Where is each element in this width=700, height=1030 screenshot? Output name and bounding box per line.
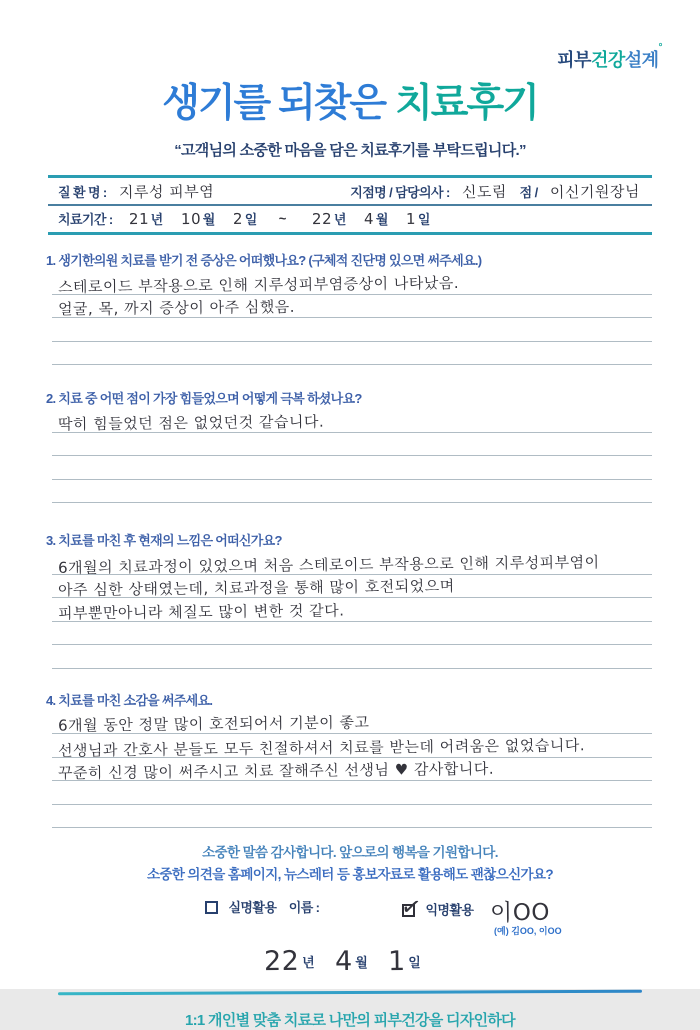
period-start-year: 21: [128, 209, 149, 228]
answer-line: [52, 622, 652, 646]
disease-label: 질 환 명 :: [58, 185, 107, 200]
date-year-handwritten: 22: [263, 945, 300, 978]
question-4-answer-area: [46, 711, 654, 829]
handwritten-answer: 꾸준히 신경 많이 써주시고 치료 잘해주신 선생님 ♥ 감사합니다.: [57, 759, 495, 783]
answer-line: [52, 781, 652, 805]
month-suffix: 월: [202, 212, 215, 227]
question-block-3: [46, 530, 654, 669]
handwritten-answer: 딱히 힘들었던 점은 없었던것 같습니다.: [57, 412, 325, 433]
answer-line: [52, 575, 652, 599]
info-row-disease: [48, 178, 652, 206]
bottom-divider: [58, 990, 642, 996]
real-name-option: [205, 897, 319, 917]
period-end-year: 22: [311, 209, 332, 228]
question-block-2: [46, 388, 654, 503]
date-month-handwritten: 4: [334, 945, 353, 978]
brand-logo: [557, 42, 662, 72]
name-field-label: 이름 :: [288, 900, 320, 915]
handwritten-answer: 피부뿐만아니라 체질도 많이 변한 것 같다.: [57, 601, 345, 622]
question-section: [46, 250, 654, 828]
answer-line: [52, 734, 652, 758]
date-year-suffix: 년: [302, 955, 315, 970]
patient-info-table: [48, 175, 652, 235]
answer-line: [52, 295, 652, 319]
branch-doctor-cell: [350, 181, 648, 202]
answer-line: [52, 711, 652, 735]
check-mark: ✓: [398, 892, 424, 923]
handwritten-answer: 선생님과 간호사 분들도 모두 친절하셔서 치료를 받는데 어려움은 없었습니다.: [57, 735, 586, 760]
date-day-suffix: 일: [408, 955, 421, 970]
period-label: 치료기간 :: [58, 212, 113, 227]
doctor-value-handwritten: 이신기원장님: [549, 182, 641, 202]
disease-cell: [58, 181, 222, 202]
period-end-month: 4: [363, 209, 374, 228]
handwritten-answer: 6개월의 치료과정이 있었으며 처음 스테로이드 부작용으로 인해 지루성피부염이: [57, 552, 600, 577]
title-part-teal: 치료후기: [395, 82, 538, 125]
answer-line: [52, 456, 652, 480]
disease-value-handwritten: 지루성 피부염: [119, 182, 215, 202]
anonymous-name-handwritten: 이OO: [489, 899, 550, 927]
question-4-label: 4. 치료를 마친 소감을 써주세요.: [46, 692, 213, 708]
day-suffix: 일: [417, 212, 430, 227]
anonymous-example-hint: (예) 김OO, 이OO: [494, 926, 562, 936]
month-suffix: 월: [375, 212, 388, 227]
consent-options: [0, 892, 700, 936]
footer-slogan: 1:1 개인별 맞춤 치료로 나만의 피부건강을 디자인하다: [185, 1012, 515, 1029]
handwritten-answer: 얼굴, 목, 까지 증상이 아주 심했음.: [57, 297, 296, 319]
answer-line: [52, 480, 652, 504]
question-block-4: [46, 690, 654, 829]
answer-line: [52, 758, 652, 782]
period-start-day: 2: [232, 209, 243, 228]
question-1-label: 1. 생기한의원 치료를 받기 전 증상은 어떠했나요? (구체적 진단명 있으면 써주세요.): [46, 253, 482, 268]
branch-doctor-label: 지점명 / 담당의사 :: [350, 185, 450, 200]
answer-line: [52, 805, 652, 829]
question-2-label: 2. 치료 중 어떤 점이 가장 힘들었으며 어떻게 극복 하셨나요?: [46, 391, 362, 406]
date-day-handwritten: 1: [387, 945, 406, 978]
question-3-label: 3. 치료를 마친 후 현재의 느낌은 어떠신가요?: [46, 533, 282, 548]
year-suffix: 년: [150, 212, 163, 227]
signature-date: [0, 946, 700, 977]
handwritten-answer: 아주 심한 상태였는데, 치료과정을 통해 많이 호전되었으며: [57, 576, 455, 600]
logo-text-skin: 피부: [557, 50, 591, 70]
info-row-period: [48, 206, 652, 232]
anonymous-label: 익명활용: [425, 902, 474, 918]
answer-line: [52, 409, 652, 433]
period-end-day: 1: [405, 209, 416, 228]
answer-line: [52, 433, 652, 457]
day-suffix: 일: [244, 212, 257, 227]
question-block-1: [46, 250, 654, 365]
answer-line: [52, 598, 652, 622]
answer-line: [52, 318, 652, 342]
anonymous-option: [398, 892, 562, 936]
question-2-answer-area: [46, 409, 654, 503]
answer-line: [52, 342, 652, 366]
thanks-message: 소중한 말씀 감사합니다. 앞으로의 행복을 기원합니다.: [202, 845, 498, 860]
subtitle-quote: “고객님의 소중한 마음을 담은 치료후기를 부탁드립니다.”: [174, 142, 526, 159]
year-suffix: 년: [333, 212, 346, 227]
period-tilde: ~: [278, 211, 286, 226]
handwritten-answer: 6개월 동안 정말 많이 호전되어서 기분이 좋고: [57, 713, 370, 735]
answer-line: [52, 551, 652, 575]
real-name-checkbox: [205, 901, 218, 914]
logo-text-design: 설계: [624, 50, 659, 70]
question-1-answer-area: [46, 271, 654, 365]
question-3-answer-area: [46, 551, 654, 669]
answer-line: [52, 645, 652, 669]
period-start-month: 10: [180, 209, 201, 228]
logo-text-health: 건강: [590, 50, 625, 70]
title-part-blue: 생기를 되찾은: [162, 82, 386, 125]
consent-question: 소중한 의견을 홈페이지, 뉴스레터 등 홍보자료로 활용해도 괜찮으신가요?: [146, 867, 554, 882]
branch-suffix-label: 점 /: [519, 185, 538, 200]
answer-line: [52, 271, 652, 295]
real-name-label: 실명활용: [228, 900, 277, 915]
anonymous-checkbox: [398, 892, 424, 923]
date-month-suffix: 월: [355, 955, 368, 970]
branch-value-handwritten: 신도림: [462, 182, 508, 202]
handwritten-answer: 스테로이드 부작용으로 인해 지루성피부염증상이 나타났음.: [57, 273, 460, 296]
logo-degree-mark: °: [658, 42, 662, 53]
